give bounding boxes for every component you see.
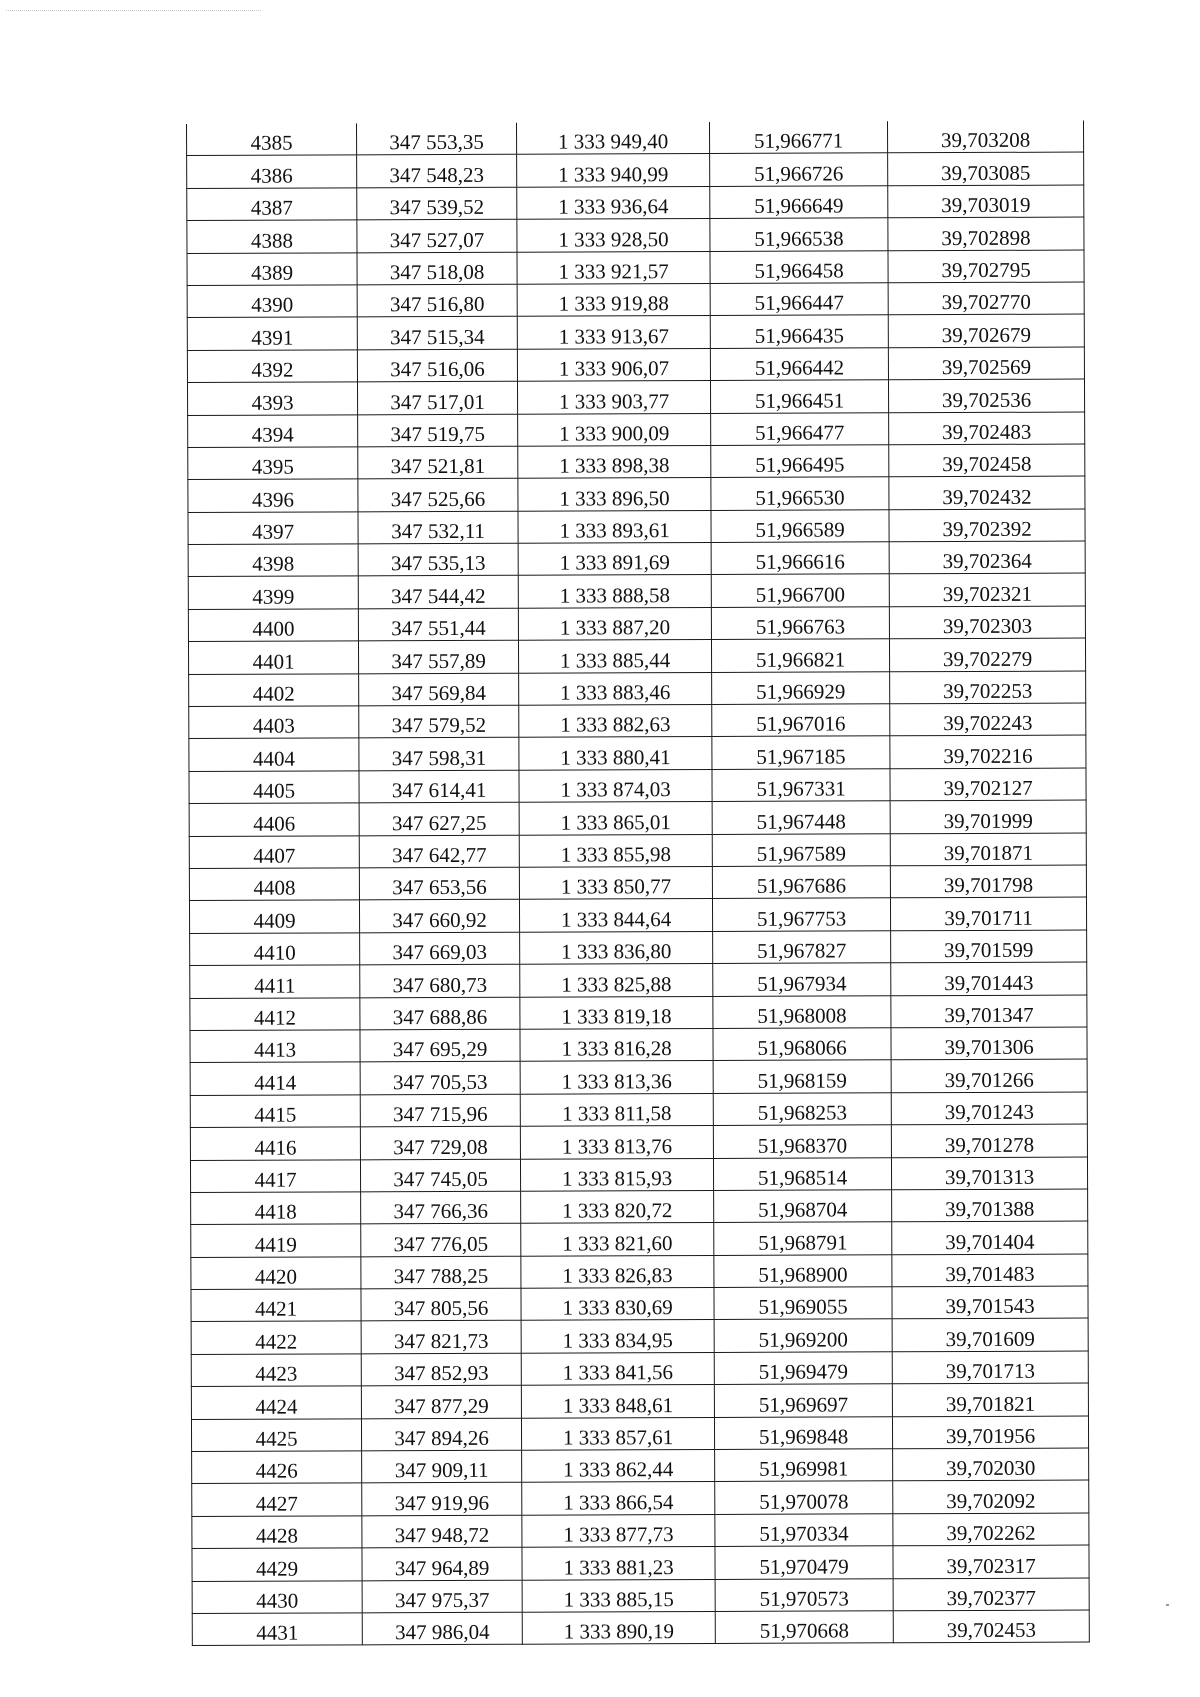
x-coordinate-cell: 347 805,56 bbox=[361, 1288, 521, 1321]
table-row bbox=[187, 250, 1084, 286]
x-coordinate-cell: 347 521,81 bbox=[358, 446, 518, 479]
latitude-cell: 51,969697 bbox=[714, 1384, 892, 1417]
y-coordinate-cell: 1 333 821,60 bbox=[521, 1223, 714, 1256]
table-row bbox=[187, 282, 1084, 318]
longitude-cell: 39,702898 bbox=[888, 217, 1084, 250]
table-row bbox=[192, 1545, 1089, 1581]
coordinates-table bbox=[186, 121, 1090, 1647]
latitude-cell: 51,968066 bbox=[713, 1028, 891, 1061]
point-number-cell: 4404 bbox=[189, 738, 359, 771]
x-coordinate-cell: 347 660,92 bbox=[359, 900, 519, 933]
latitude-cell: 51,966451 bbox=[710, 380, 888, 413]
table-row bbox=[187, 347, 1084, 383]
point-number-cell: 4415 bbox=[190, 1095, 360, 1128]
x-coordinate-cell: 347 653,56 bbox=[359, 867, 519, 900]
latitude-cell: 51,966477 bbox=[711, 412, 889, 445]
x-coordinate-cell: 347 919,96 bbox=[362, 1483, 522, 1516]
longitude-cell: 39,701599 bbox=[891, 930, 1087, 963]
table-row bbox=[187, 152, 1084, 188]
x-coordinate-cell: 347 518,08 bbox=[357, 252, 517, 285]
x-coordinate-cell: 347 517,01 bbox=[357, 381, 517, 414]
table-row bbox=[190, 1124, 1087, 1160]
y-coordinate-cell: 1 333 825,88 bbox=[520, 964, 713, 997]
latitude-cell: 51,966495 bbox=[711, 445, 889, 478]
longitude-cell: 39,701347 bbox=[891, 995, 1087, 1028]
longitude-cell: 39,702364 bbox=[889, 541, 1085, 574]
latitude-cell: 51,967331 bbox=[712, 769, 890, 802]
y-coordinate-cell: 1 333 866,54 bbox=[522, 1482, 715, 1515]
point-number-cell: 4400 bbox=[188, 609, 358, 642]
y-coordinate-cell: 1 333 880,41 bbox=[519, 737, 712, 770]
x-coordinate-cell: 347 548,23 bbox=[357, 155, 517, 188]
table-row bbox=[190, 930, 1087, 966]
point-number-cell: 4385 bbox=[187, 123, 357, 156]
table-row bbox=[191, 1189, 1088, 1225]
longitude-cell: 39,702262 bbox=[893, 1513, 1089, 1546]
y-coordinate-cell: 1 333 848,61 bbox=[521, 1385, 714, 1418]
longitude-cell: 39,702770 bbox=[888, 282, 1084, 315]
longitude-cell: 39,701306 bbox=[891, 1027, 1087, 1060]
y-coordinate-cell: 1 333 877,73 bbox=[522, 1514, 715, 1547]
table-row bbox=[192, 1448, 1089, 1484]
longitude-cell: 39,702679 bbox=[888, 314, 1084, 347]
point-number-cell: 4392 bbox=[187, 350, 357, 383]
x-coordinate-cell: 347 579,52 bbox=[359, 705, 519, 738]
point-number-cell: 4424 bbox=[191, 1386, 361, 1419]
longitude-cell: 39,701266 bbox=[891, 1059, 1087, 1092]
table-row bbox=[187, 217, 1084, 253]
x-coordinate-cell: 347 975,37 bbox=[362, 1580, 522, 1613]
longitude-cell: 39,701956 bbox=[892, 1416, 1088, 1449]
longitude-cell: 39,701798 bbox=[890, 865, 1086, 898]
point-number-cell: 4431 bbox=[192, 1613, 362, 1646]
latitude-cell: 51,967827 bbox=[713, 931, 891, 964]
longitude-cell: 39,702458 bbox=[889, 444, 1085, 477]
latitude-cell: 51,966929 bbox=[712, 671, 890, 704]
y-coordinate-cell: 1 333 862,44 bbox=[522, 1449, 715, 1482]
x-coordinate-cell: 347 909,11 bbox=[362, 1450, 522, 1483]
table-row bbox=[191, 1383, 1088, 1419]
latitude-cell: 51,966458 bbox=[710, 250, 888, 283]
point-number-cell: 4412 bbox=[190, 997, 360, 1030]
latitude-cell: 51,966700 bbox=[711, 574, 889, 607]
point-number-cell: 4407 bbox=[189, 835, 359, 868]
longitude-cell: 39,702279 bbox=[889, 638, 1085, 671]
table-row bbox=[189, 897, 1086, 933]
table-row bbox=[191, 1416, 1088, 1452]
y-coordinate-cell: 1 333 816,28 bbox=[520, 1028, 713, 1061]
table-row bbox=[188, 444, 1085, 480]
x-coordinate-cell: 347 766,36 bbox=[361, 1191, 521, 1224]
y-coordinate-cell: 1 333 830,69 bbox=[521, 1288, 714, 1321]
point-number-cell: 4402 bbox=[189, 673, 359, 706]
x-coordinate-cell: 347 516,80 bbox=[357, 284, 517, 317]
table-row bbox=[190, 962, 1087, 998]
point-number-cell: 4389 bbox=[187, 252, 357, 285]
point-number-cell: 4429 bbox=[192, 1548, 362, 1581]
latitude-cell: 51,967753 bbox=[712, 898, 890, 931]
y-coordinate-cell: 1 333 811,58 bbox=[520, 1093, 713, 1126]
y-coordinate-cell: 1 333 903,77 bbox=[517, 381, 710, 414]
x-coordinate-cell: 347 569,84 bbox=[359, 673, 519, 706]
y-coordinate-cell: 1 333 865,01 bbox=[519, 802, 712, 835]
scan-artifact-dot bbox=[1166, 1604, 1169, 1606]
point-number-cell: 4386 bbox=[187, 155, 357, 188]
longitude-cell: 39,701278 bbox=[891, 1124, 1087, 1157]
table-row bbox=[189, 865, 1086, 901]
x-coordinate-cell: 347 788,25 bbox=[361, 1256, 521, 1289]
table-row bbox=[189, 703, 1086, 739]
x-coordinate-cell: 347 519,75 bbox=[358, 414, 518, 447]
longitude-cell: 39,701713 bbox=[892, 1351, 1088, 1384]
point-number-cell: 4420 bbox=[191, 1257, 361, 1290]
longitude-cell: 39,701243 bbox=[891, 1092, 1087, 1125]
y-coordinate-cell: 1 333 819,18 bbox=[520, 996, 713, 1029]
latitude-cell: 51,968900 bbox=[714, 1254, 892, 1287]
x-coordinate-cell: 347 680,73 bbox=[360, 964, 520, 997]
y-coordinate-cell: 1 333 913,67 bbox=[517, 316, 710, 349]
y-coordinate-cell: 1 333 857,61 bbox=[521, 1417, 714, 1450]
longitude-cell: 39,701871 bbox=[890, 833, 1086, 866]
point-number-cell: 4421 bbox=[191, 1289, 361, 1322]
y-coordinate-cell: 1 333 936,64 bbox=[517, 186, 710, 219]
point-number-cell: 4416 bbox=[190, 1127, 360, 1160]
y-coordinate-cell: 1 333 855,98 bbox=[519, 834, 712, 867]
latitude-cell: 51,966538 bbox=[710, 218, 888, 251]
longitude-cell: 39,701404 bbox=[892, 1221, 1088, 1254]
table-row bbox=[187, 185, 1084, 221]
y-coordinate-cell: 1 333 906,07 bbox=[517, 348, 710, 381]
latitude-cell: 51,966447 bbox=[710, 283, 888, 316]
latitude-cell: 51,966821 bbox=[711, 639, 889, 672]
point-number-cell: 4426 bbox=[192, 1451, 362, 1484]
x-coordinate-cell: 347 729,08 bbox=[360, 1126, 520, 1159]
latitude-cell: 51,967016 bbox=[712, 704, 890, 737]
longitude-cell: 39,702092 bbox=[893, 1480, 1089, 1513]
y-coordinate-cell: 1 333 881,23 bbox=[522, 1547, 715, 1580]
longitude-cell: 39,702392 bbox=[889, 509, 1085, 542]
latitude-cell: 51,966442 bbox=[710, 348, 888, 381]
table-row bbox=[188, 541, 1085, 577]
latitude-cell: 51,968370 bbox=[713, 1125, 891, 1158]
longitude-cell: 39,702253 bbox=[890, 671, 1086, 704]
latitude-cell: 51,966771 bbox=[709, 121, 887, 154]
x-coordinate-cell: 347 551,44 bbox=[358, 608, 518, 641]
x-coordinate-cell: 347 527,07 bbox=[357, 219, 517, 252]
point-number-cell: 4423 bbox=[191, 1354, 361, 1387]
y-coordinate-cell: 1 333 841,56 bbox=[521, 1352, 714, 1385]
latitude-cell: 51,966616 bbox=[711, 542, 889, 575]
x-coordinate-cell: 347 515,34 bbox=[357, 317, 517, 350]
y-coordinate-cell: 1 333 882,63 bbox=[519, 705, 712, 738]
longitude-cell: 39,702536 bbox=[888, 379, 1084, 412]
y-coordinate-cell: 1 333 900,09 bbox=[518, 413, 711, 446]
point-number-cell: 4409 bbox=[189, 900, 359, 933]
y-coordinate-cell: 1 333 850,77 bbox=[519, 866, 712, 899]
latitude-cell: 51,967448 bbox=[712, 801, 890, 834]
x-coordinate-cell: 347 821,73 bbox=[361, 1321, 521, 1354]
x-coordinate-cell: 347 877,29 bbox=[361, 1385, 521, 1418]
point-number-cell: 4430 bbox=[192, 1580, 362, 1613]
table-row bbox=[191, 1351, 1088, 1387]
point-number-cell: 4411 bbox=[190, 965, 360, 998]
table-row bbox=[192, 1578, 1089, 1614]
point-number-cell: 4418 bbox=[191, 1192, 361, 1225]
point-number-cell: 4425 bbox=[191, 1418, 361, 1451]
x-coordinate-cell: 347 852,93 bbox=[361, 1353, 521, 1386]
table-row bbox=[192, 1610, 1089, 1646]
point-number-cell: 4414 bbox=[190, 1062, 360, 1095]
longitude-cell: 39,702030 bbox=[893, 1448, 1089, 1481]
table-row bbox=[192, 1513, 1089, 1549]
longitude-cell: 39,702127 bbox=[890, 768, 1086, 801]
point-number-cell: 4427 bbox=[192, 1483, 362, 1516]
x-coordinate-cell: 347 642,77 bbox=[359, 835, 519, 868]
y-coordinate-cell: 1 333 885,15 bbox=[522, 1579, 715, 1612]
table-row bbox=[191, 1318, 1088, 1354]
table-row bbox=[188, 606, 1085, 642]
y-coordinate-cell: 1 333 820,72 bbox=[521, 1190, 714, 1223]
longitude-cell: 39,703208 bbox=[887, 121, 1083, 154]
x-coordinate-cell: 347 964,89 bbox=[362, 1547, 522, 1580]
point-number-cell: 4422 bbox=[191, 1321, 361, 1354]
latitude-cell: 51,968791 bbox=[714, 1222, 892, 1255]
table-row bbox=[188, 509, 1085, 545]
latitude-cell: 51,968514 bbox=[713, 1157, 891, 1190]
table-row bbox=[189, 768, 1086, 804]
table-row bbox=[187, 314, 1084, 350]
longitude-cell: 39,701388 bbox=[892, 1189, 1088, 1222]
table-row bbox=[189, 833, 1086, 869]
y-coordinate-cell: 1 333 813,36 bbox=[520, 1061, 713, 1094]
table-row bbox=[191, 1221, 1088, 1257]
x-coordinate-cell: 347 532,11 bbox=[358, 511, 518, 544]
latitude-cell: 51,967934 bbox=[713, 963, 891, 996]
x-coordinate-cell: 347 516,06 bbox=[357, 349, 517, 382]
table-row bbox=[189, 735, 1086, 771]
point-number-cell: 4406 bbox=[189, 803, 359, 836]
longitude-cell: 39,701443 bbox=[891, 962, 1087, 995]
longitude-cell: 39,702432 bbox=[889, 476, 1085, 509]
x-coordinate-cell: 347 669,03 bbox=[360, 932, 520, 965]
point-number-cell: 4398 bbox=[188, 544, 358, 577]
table-row bbox=[187, 379, 1084, 415]
x-coordinate-cell: 347 776,05 bbox=[361, 1224, 521, 1257]
longitude-cell: 39,701711 bbox=[890, 897, 1086, 930]
latitude-cell: 51,970573 bbox=[715, 1578, 893, 1611]
longitude-cell: 39,701999 bbox=[890, 800, 1086, 833]
longitude-cell: 39,701313 bbox=[891, 1157, 1087, 1190]
y-coordinate-cell: 1 333 893,61 bbox=[518, 510, 711, 543]
x-coordinate-cell: 347 553,35 bbox=[356, 123, 516, 156]
longitude-cell: 39,703085 bbox=[888, 152, 1084, 185]
latitude-cell: 51,968008 bbox=[713, 995, 891, 1028]
longitude-cell: 39,701543 bbox=[892, 1286, 1088, 1319]
point-number-cell: 4401 bbox=[188, 641, 358, 674]
y-coordinate-cell: 1 333 940,99 bbox=[517, 154, 710, 187]
y-coordinate-cell: 1 333 834,95 bbox=[521, 1320, 714, 1353]
y-coordinate-cell: 1 333 815,93 bbox=[520, 1158, 713, 1191]
longitude-cell: 39,702795 bbox=[888, 250, 1084, 283]
y-coordinate-cell: 1 333 890,19 bbox=[522, 1611, 715, 1644]
latitude-cell: 51,967686 bbox=[712, 866, 890, 899]
point-number-cell: 4388 bbox=[187, 220, 357, 253]
x-coordinate-cell: 347 539,52 bbox=[357, 187, 517, 220]
point-number-cell: 4390 bbox=[187, 285, 357, 318]
x-coordinate-cell: 347 894,26 bbox=[361, 1418, 521, 1451]
y-coordinate-cell: 1 333 826,83 bbox=[521, 1255, 714, 1288]
point-number-cell: 4403 bbox=[189, 706, 359, 739]
y-coordinate-cell: 1 333 836,80 bbox=[520, 931, 713, 964]
y-coordinate-cell: 1 333 844,64 bbox=[519, 899, 712, 932]
x-coordinate-cell: 347 598,31 bbox=[359, 738, 519, 771]
y-coordinate-cell: 1 333 813,76 bbox=[520, 1126, 713, 1159]
table-row bbox=[190, 995, 1087, 1031]
x-coordinate-cell: 347 535,13 bbox=[358, 543, 518, 576]
latitude-cell: 51,966726 bbox=[710, 153, 888, 186]
table-row bbox=[187, 121, 1084, 156]
table-row bbox=[188, 476, 1085, 512]
y-coordinate-cell: 1 333 874,03 bbox=[519, 769, 712, 802]
longitude-cell: 39,701483 bbox=[892, 1254, 1088, 1287]
x-coordinate-cell: 347 688,86 bbox=[360, 997, 520, 1030]
table-row bbox=[191, 1286, 1088, 1322]
table-row bbox=[190, 1092, 1087, 1128]
latitude-cell: 51,966763 bbox=[711, 607, 889, 640]
point-number-cell: 4391 bbox=[187, 317, 357, 350]
x-coordinate-cell: 347 544,42 bbox=[358, 576, 518, 609]
table-row bbox=[188, 412, 1085, 448]
point-number-cell: 4419 bbox=[191, 1224, 361, 1257]
table-row bbox=[189, 800, 1086, 836]
latitude-cell: 51,969479 bbox=[714, 1352, 892, 1385]
y-coordinate-cell: 1 333 883,46 bbox=[519, 672, 712, 705]
x-coordinate-cell: 347 715,96 bbox=[360, 1094, 520, 1127]
latitude-cell: 51,966649 bbox=[710, 186, 888, 219]
longitude-cell: 39,702569 bbox=[888, 347, 1084, 380]
latitude-cell: 51,969055 bbox=[714, 1287, 892, 1320]
point-number-cell: 4408 bbox=[189, 868, 359, 901]
y-coordinate-cell: 1 333 921,57 bbox=[517, 251, 710, 284]
latitude-cell: 51,968159 bbox=[713, 1060, 891, 1093]
point-number-cell: 4428 bbox=[192, 1516, 362, 1549]
x-coordinate-cell: 347 986,04 bbox=[362, 1612, 522, 1645]
y-coordinate-cell: 1 333 896,50 bbox=[518, 478, 711, 511]
longitude-cell: 39,702317 bbox=[893, 1545, 1089, 1578]
y-coordinate-cell: 1 333 928,50 bbox=[517, 219, 710, 252]
latitude-cell: 51,966589 bbox=[711, 509, 889, 542]
latitude-cell: 51,969981 bbox=[715, 1449, 893, 1482]
x-coordinate-cell: 347 705,53 bbox=[360, 1062, 520, 1095]
scan-artifact-line bbox=[6, 10, 261, 12]
longitude-cell: 39,702243 bbox=[890, 703, 1086, 736]
table-row bbox=[188, 574, 1085, 610]
point-number-cell: 4405 bbox=[189, 771, 359, 804]
table-row bbox=[190, 1157, 1087, 1193]
longitude-cell: 39,701821 bbox=[892, 1383, 1088, 1416]
point-number-cell: 4399 bbox=[188, 576, 358, 609]
point-number-cell: 4387 bbox=[187, 188, 357, 221]
point-number-cell: 4394 bbox=[188, 414, 358, 447]
point-number-cell: 4417 bbox=[190, 1159, 360, 1192]
longitude-cell: 39,702483 bbox=[889, 412, 1085, 445]
point-number-cell: 4410 bbox=[190, 933, 360, 966]
latitude-cell: 51,967185 bbox=[712, 736, 890, 769]
y-coordinate-cell: 1 333 891,69 bbox=[518, 543, 711, 576]
table-row bbox=[189, 671, 1086, 707]
longitude-cell: 39,702216 bbox=[890, 735, 1086, 768]
x-coordinate-cell: 347 525,66 bbox=[358, 479, 518, 512]
longitude-cell: 39,702453 bbox=[893, 1610, 1089, 1643]
table-row bbox=[188, 638, 1085, 674]
latitude-cell: 51,970668 bbox=[715, 1611, 893, 1644]
point-number-cell: 4413 bbox=[190, 1030, 360, 1063]
table-row bbox=[190, 1027, 1087, 1063]
point-number-cell: 4393 bbox=[187, 382, 357, 415]
point-number-cell: 4396 bbox=[188, 479, 358, 512]
x-coordinate-cell: 347 745,05 bbox=[360, 1159, 520, 1192]
y-coordinate-cell: 1 333 888,58 bbox=[518, 575, 711, 608]
longitude-cell: 39,702303 bbox=[889, 606, 1085, 639]
latitude-cell: 51,966435 bbox=[710, 315, 888, 348]
table-row bbox=[191, 1254, 1088, 1290]
coordinates-table-body bbox=[187, 121, 1090, 1646]
longitude-cell: 39,703019 bbox=[888, 185, 1084, 218]
y-coordinate-cell: 1 333 919,88 bbox=[517, 283, 710, 316]
y-coordinate-cell: 1 333 898,38 bbox=[518, 445, 711, 478]
latitude-cell: 51,966530 bbox=[711, 477, 889, 510]
latitude-cell: 51,970078 bbox=[715, 1481, 893, 1514]
y-coordinate-cell: 1 333 885,44 bbox=[518, 640, 711, 673]
table-row bbox=[192, 1480, 1089, 1516]
latitude-cell: 51,968253 bbox=[713, 1093, 891, 1126]
y-coordinate-cell: 1 333 949,40 bbox=[516, 122, 709, 155]
longitude-cell: 39,701609 bbox=[892, 1318, 1088, 1351]
x-coordinate-cell: 347 614,41 bbox=[359, 770, 519, 803]
table-row bbox=[190, 1059, 1087, 1095]
latitude-cell: 51,968704 bbox=[714, 1190, 892, 1223]
longitude-cell: 39,702377 bbox=[893, 1578, 1089, 1611]
point-number-cell: 4395 bbox=[188, 447, 358, 480]
latitude-cell: 51,967589 bbox=[712, 833, 890, 866]
x-coordinate-cell: 347 557,89 bbox=[358, 640, 518, 673]
latitude-cell: 51,970334 bbox=[715, 1514, 893, 1547]
latitude-cell: 51,970479 bbox=[715, 1546, 893, 1579]
longitude-cell: 39,702321 bbox=[889, 574, 1085, 607]
x-coordinate-cell: 347 627,25 bbox=[359, 802, 519, 835]
latitude-cell: 51,969848 bbox=[714, 1416, 892, 1449]
latitude-cell: 51,969200 bbox=[714, 1319, 892, 1352]
x-coordinate-cell: 347 695,29 bbox=[360, 1029, 520, 1062]
point-number-cell: 4397 bbox=[188, 512, 358, 545]
y-coordinate-cell: 1 333 887,20 bbox=[518, 607, 711, 640]
x-coordinate-cell: 347 948,72 bbox=[362, 1515, 522, 1548]
